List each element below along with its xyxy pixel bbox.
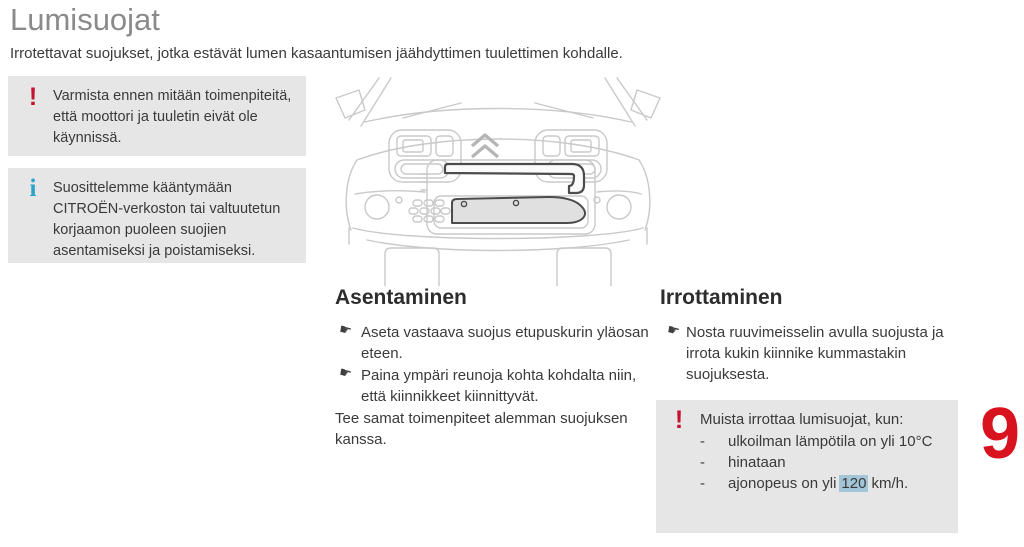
- dash-bullet: -: [700, 454, 705, 471]
- network-info-text: Suosittelemme kääntymään CITROËN-verkoston tai valtuutetun korjaamon puoleen suojien asentamiseksi ja poistamiseksi.: [53, 180, 281, 259]
- pointing-hand-icon: ☛: [665, 320, 682, 340]
- list-item: [335, 322, 657, 364]
- dash-bullet: -: [700, 433, 705, 450]
- exclamation-icon: !: [28, 83, 38, 111]
- installation-heading: Asentaminen: [335, 286, 467, 309]
- speed-text-post: km/h.: [871, 475, 909, 492]
- exclamation-icon: !: [674, 406, 684, 434]
- installation-step: Aseta vastaava suojus etupuskurin yläosan eteen.: [361, 324, 649, 362]
- dash-bullet: -: [700, 475, 705, 492]
- removal-warning-intro: Muista irrottaa lumisuojat, kun:: [700, 411, 904, 428]
- pointing-hand-icon: ☛: [337, 320, 354, 339]
- speed-text-pre: ajonopeus on yli: [728, 475, 837, 492]
- info-icon: i: [29, 175, 37, 202]
- installation-section: [335, 286, 657, 450]
- removal-condition: hinataan: [728, 454, 786, 471]
- removal-step: Nosta ruuvimeisselin avulla suojusta ja irrota kukin kiinnike kummastakin suojuksesta.: [686, 324, 944, 383]
- list-item: [335, 365, 657, 407]
- citroen-logo-icon: [472, 135, 498, 157]
- removal-warning-head: [668, 406, 948, 434]
- list-item: [660, 322, 950, 385]
- removal-heading: Irrottaminen: [660, 286, 783, 309]
- list-item: [668, 473, 948, 494]
- page-title: Lumisuojat: [10, 2, 160, 37]
- removal-condition: ulkoilman lämpötila on yli 10°C: [728, 433, 933, 450]
- list-item: [668, 452, 948, 473]
- removal-condition: [728, 473, 908, 494]
- installation-note: Tee samat toimenpiteet alemman suojuksen kanssa.: [335, 410, 628, 448]
- list-item: [668, 431, 948, 452]
- chapter-number: 9: [979, 394, 1021, 474]
- pointing-hand-icon: ☛: [337, 363, 354, 382]
- speed-value-highlight: 120: [841, 475, 867, 492]
- removal-section: [660, 286, 950, 386]
- removal-warning-box: [656, 400, 958, 533]
- engine-warning-text: Varmista ennen mitään toimenpiteitä, että moottori ja tuuletin eivät ole käynnissä.: [53, 88, 292, 146]
- page-subtitle: Irrotettavat suojukset, jotka estävät lumen kasaantumisen jäähdyttimen tuulettimen kohdalle.: [10, 45, 623, 62]
- network-info-box: [8, 168, 306, 263]
- car-outline: [336, 78, 660, 286]
- installation-step: Paina ympäri reunoja kohta kohdalta niin, että kiinnikkeet kiinnittyvät.: [361, 367, 637, 405]
- engine-warning-box: [8, 76, 306, 156]
- car-front-illustration: [333, 76, 663, 286]
